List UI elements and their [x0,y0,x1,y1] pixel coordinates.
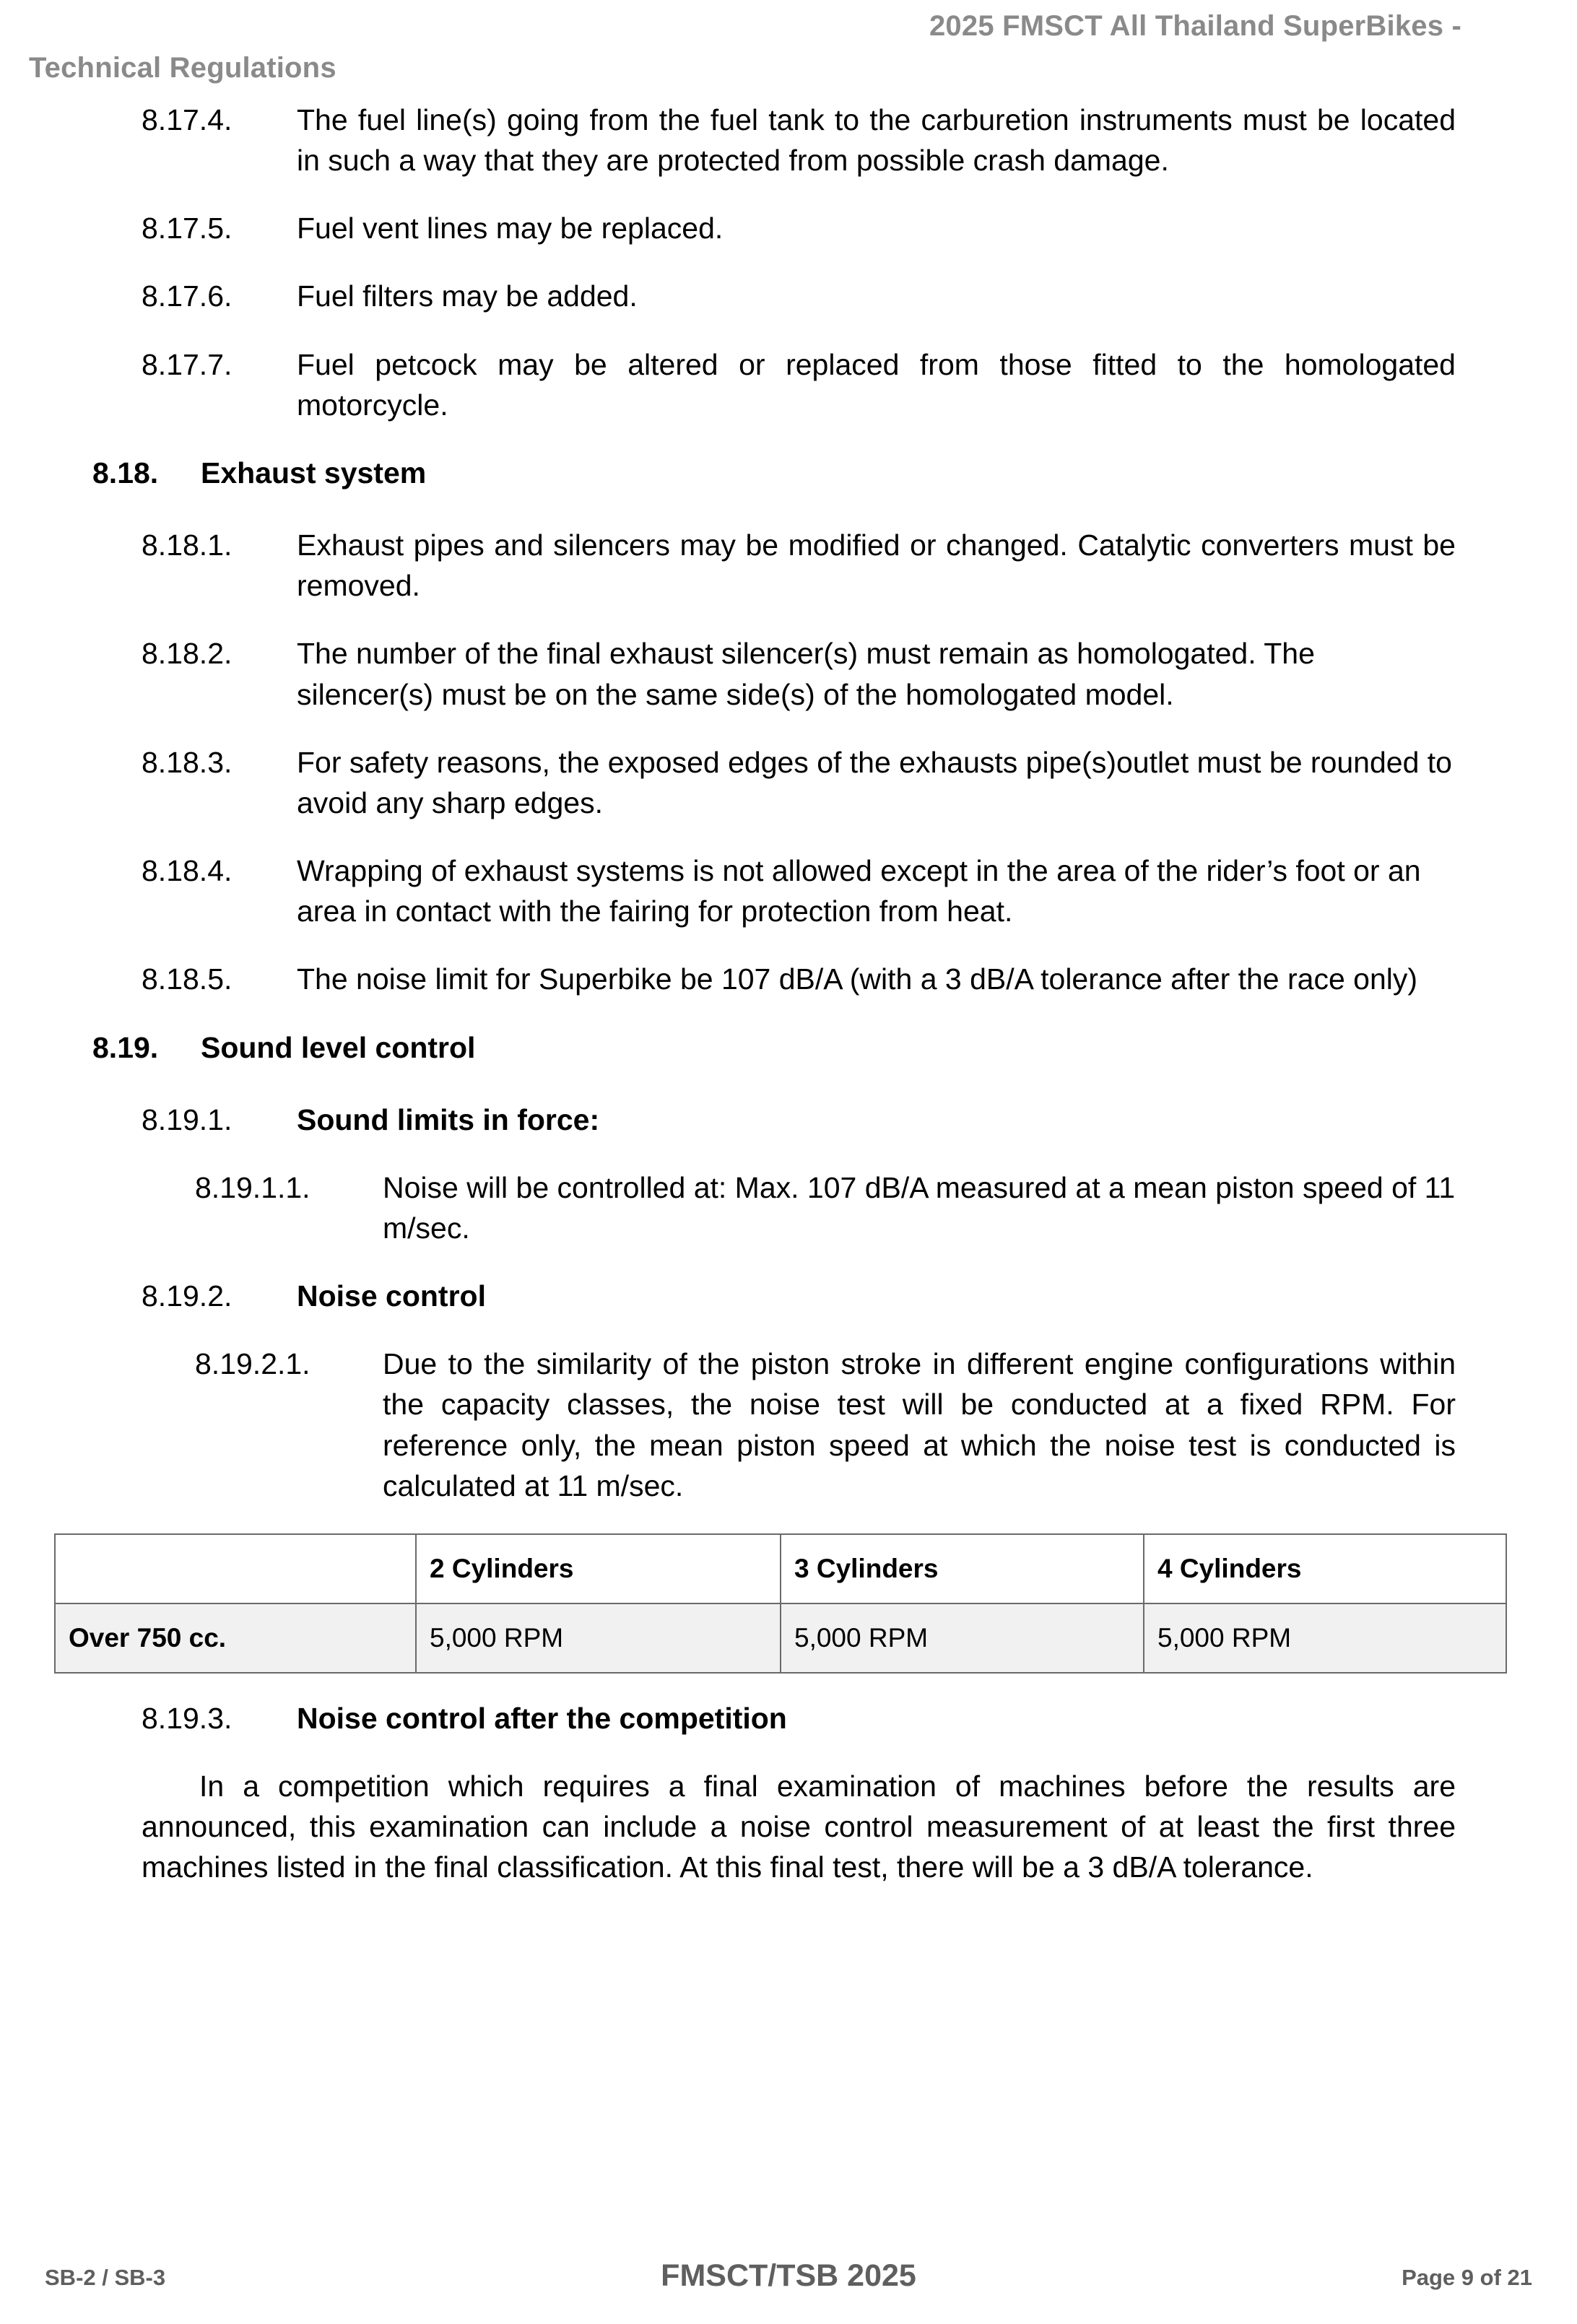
table-row-label: Over 750 cc. [55,1603,416,1673]
rpm-table-head [55,1534,1506,1603]
rpm-table-container [54,1533,1506,1674]
clause-number: 8.17.4. [142,103,233,136]
clause-number: 8.18.3. [142,745,233,779]
clause-text: The number of the final exhaust silencer(s) must remain as homologated. The silencer(s) must be on the same side(s) of the homologated model. [297,637,1315,711]
clause-text: Sound limits in force: [297,1102,600,1136]
section-number: 8.18. [92,456,159,489]
table-header-cell-3cyl: 3 Cylinders [781,1534,1144,1603]
clause-text: The noise limit for Superbike be 107 dB/A (with a 3 dB/A tolerance after the race only) [297,962,1418,996]
clause-8-19-2-1 [195,1344,1456,1506]
clause-8-19-1 [142,1100,1456,1140]
final-paragraph: In a competition which requires a final examination of machines before the results are announced, this examination can include a noise control measurement of at least the first three machines listed in the final classification. At this final test, there will be a 3 dB/A tolerance. [142,1770,1456,1884]
table-cell-2cyl: 5,000 RPM [416,1603,781,1673]
clause-number: 8.19.1. [142,1102,233,1136]
clause-8-18-2 [142,633,1456,714]
clause-number: 8.17.5. [142,212,233,245]
clause-8-18-5 [142,959,1456,999]
clause-8-18-4 [142,850,1456,931]
section-number: 8.19. [92,1030,159,1064]
clause-text: Exhaust pipes and silencers may be modified or changed. Catalytic converters must be removed. [297,528,1456,603]
page-footer [0,2240,1577,2291]
clause-8-18-1 [142,525,1456,606]
table-cell-4cyl: 5,000 RPM [1144,1603,1506,1673]
clause-8-19-2 [142,1276,1456,1316]
clause-8-17-6 [142,276,1456,316]
table-header-cell-2cyl: 2 Cylinders [416,1534,781,1603]
table-row [55,1603,1506,1673]
clause-number: 8.18.1. [142,528,233,562]
clause-number: 8.19.1.1. [195,1170,310,1204]
clause-8-18-3 [142,742,1456,823]
clause-8-19-1-1 [195,1167,1456,1248]
footer-left-label: SB-2 / SB-3 [45,2265,166,2290]
clause-text: For safety reasons, the exposed edges of the exhausts pipe(s)outlet must be rounded to avoid any sharp edges. [297,745,1452,819]
clause-number: 8.17.6. [142,279,233,313]
clause-number: 8.18.4. [142,854,233,888]
footer-center-label: FMSCT/TSB 2025 [661,2258,916,2293]
clause-text: The fuel line(s) going from the fuel tank to the carburetion instruments must be located in such a way that they are protected from possible crash damage. [297,103,1456,178]
clause-text: Noise control [297,1279,486,1313]
clause-number: 8.19.2. [142,1279,233,1313]
clause-text: Wrapping of exhaust systems is not allowed except in the area of the rider’s foot or an area in contact with the fairing for protection from heat. [297,854,1421,928]
clause-8-19-3 [142,1698,1456,1738]
table-header-cell-corner [55,1534,416,1603]
clause-number: 8.18.2. [142,637,233,671]
clause-text: Fuel vent lines may be replaced. [297,212,724,245]
clause-text: Due to the similarity of the piston stroke in different engine configurations within the capacity classes, the noise test will be conducted at a fixed RPM. For reference only, the mean piston speed at which the noise test is conducted is calculated at 11 m/sec. [383,1347,1456,1502]
clause-8-17-4 [142,100,1456,180]
page-header [0,0,1577,108]
rpm-table [54,1533,1507,1674]
header-title-left: Technical Regulations [29,52,336,84]
clause-number: 8.19.2.1. [195,1347,310,1381]
section-title: Sound level control [201,1030,476,1064]
table-header-cell-4cyl: 4 Cylinders [1144,1534,1506,1603]
section-title: Exhaust system [201,456,427,489]
clause-number: 8.19.3. [142,1701,233,1735]
document-body [0,100,1577,1888]
clause-text: Noise will be controlled at: Max. 107 dB/A measured at a mean piston speed of 11 m/sec. [383,1170,1456,1245]
rpm-table-body [55,1603,1506,1673]
footer-page-number: Page 9 of 21 [1402,2265,1532,2290]
clause-number: 8.18.5. [142,962,233,996]
clause-text: Fuel filters may be added. [297,279,638,313]
clause-8-17-5 [142,208,1456,248]
table-cell-3cyl: 5,000 RPM [781,1603,1144,1673]
table-header-row [55,1534,1506,1603]
section-heading-8-19 [92,1027,1456,1068]
clause-text: Noise control after the competition [297,1701,787,1735]
header-title-right: 2025 FMSCT All Thailand SuperBikes - [929,10,1461,42]
section-heading-8-18 [92,453,1456,493]
clause-text: Fuel petcock may be altered or replaced from those fitted to the homologated motorcycle. [297,347,1456,422]
clause-number: 8.17.7. [142,347,233,381]
clause-8-17-7 [142,344,1456,425]
